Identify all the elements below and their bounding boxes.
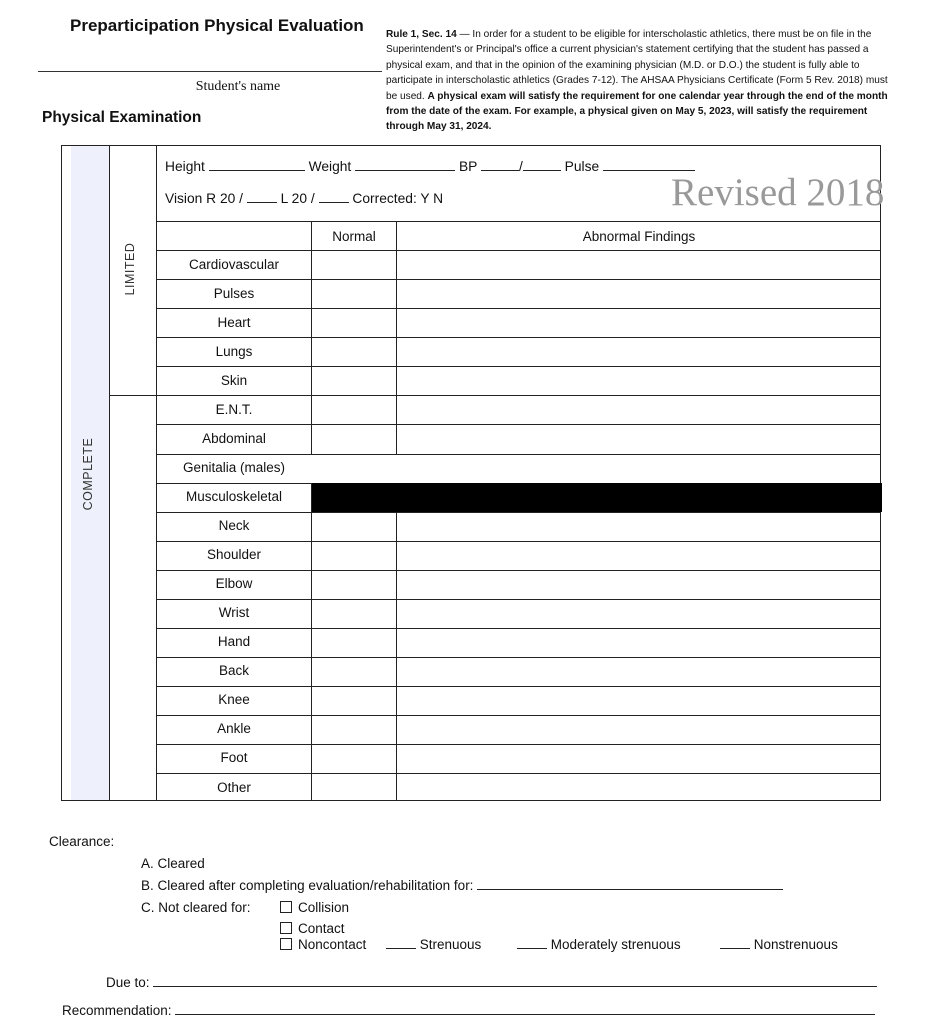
rule-reference: Rule 1, Sec. 14: [386, 29, 457, 40]
corrected-label: Corrected: Y N: [352, 191, 444, 206]
row-abdominal: Abdominal: [202, 431, 266, 446]
contact-label: Contact: [298, 921, 345, 936]
vision-left-label: L 20 /: [280, 191, 315, 206]
collision-option: [280, 900, 349, 915]
divider: [156, 454, 881, 455]
rehabilitation-field[interactable]: [477, 889, 783, 890]
noncontact-option: [280, 937, 366, 952]
row-heart: Heart: [217, 315, 251, 330]
divider: [109, 395, 881, 396]
divider: [156, 308, 881, 309]
bp-diastolic-field[interactable]: [523, 170, 561, 171]
divider: [156, 657, 881, 658]
divider: [156, 628, 881, 629]
collision-label: Collision: [298, 900, 350, 915]
strenuous-field[interactable]: [386, 948, 416, 949]
rule-bold-text: A physical exam will satisfy the requirement for one calendar year through the end of the month from the date of the exam. For example, a physical given on May 5, 2023, will satisfy the requirement through May 31, 2024.: [386, 90, 888, 133]
normal-column-header: Normal: [332, 229, 376, 244]
divider: [156, 221, 881, 222]
vision-right-field[interactable]: [247, 202, 277, 203]
bp-systolic-field[interactable]: [481, 170, 519, 171]
due-to-row: [106, 975, 877, 990]
row-musculoskeletal: Musculoskeletal: [185, 489, 283, 504]
divider: [156, 512, 881, 513]
row-other: Other: [217, 780, 251, 795]
row-wrist: Wrist: [218, 605, 250, 620]
row-hand: Hand: [217, 634, 251, 649]
student-name-field[interactable]: [38, 71, 382, 72]
moderately-strenuous-label: Moderately strenuous: [550, 937, 681, 952]
recommendation-row: [62, 1003, 875, 1018]
clearance-option-b-label: B. Cleared after completing evaluation/rehabilitation for:: [141, 878, 474, 893]
divider: [156, 686, 881, 687]
student-name-label: Student's name: [195, 79, 281, 94]
divider: [311, 483, 312, 801]
row-elbow: Elbow: [215, 576, 253, 591]
clearance-option-c: C. Not cleared for:: [141, 900, 251, 915]
nonstrenuous-label: Nonstrenuous: [753, 937, 838, 952]
divider: [156, 744, 881, 745]
bp-label: BP: [458, 159, 478, 174]
row-pulses: Pulses: [213, 286, 255, 301]
rule-paragraph: [386, 27, 894, 135]
divider: [156, 366, 881, 367]
due-to-label: Due to:: [106, 975, 150, 990]
divider: [156, 279, 881, 280]
height-field[interactable]: [209, 170, 305, 171]
revised-watermark: Revised 2018: [671, 171, 885, 214]
pulse-label: Pulse: [564, 159, 600, 174]
form-title: Preparticipation Physical Evaluation: [70, 16, 364, 35]
rule-text: — In order for a student to be eligible for interscholastic athletics, there must be on file in the Superintendent's or Principal's office a current physician's statement certifying that the student has passed a physical exam, and that in the opinion of the examining physician (M.D. or D.O.) the student is fully able to participate in interscholastic athletics (Grades 7-12). The AHSAA Physicians Certificate (Form 5 Rev. 2018) must be used.: [386, 29, 888, 102]
recommendation-field[interactable]: [175, 1014, 875, 1015]
recommendation-label: Recommendation:: [62, 1003, 172, 1018]
limited-label: LIMITED: [123, 242, 137, 296]
divider: [156, 337, 881, 338]
row-lungs: Lungs: [215, 344, 253, 359]
row-ankle: Ankle: [217, 721, 251, 736]
due-to-field[interactable]: [153, 986, 877, 987]
bp-slash: /: [518, 159, 523, 174]
divider: [156, 773, 881, 774]
row-genitalia: Genitalia (males): [182, 460, 286, 475]
vitals-row-2: [165, 191, 443, 206]
row-skin: Skin: [220, 373, 248, 388]
moderately-strenuous-option: [517, 937, 681, 952]
strenuous-option: [386, 937, 481, 952]
divider: [156, 570, 881, 571]
section-title: Physical Examination: [42, 109, 202, 126]
clearance-label: Clearance:: [49, 834, 115, 849]
divider: [156, 424, 881, 425]
clearance-option-b: [141, 878, 783, 893]
contact-option: [280, 921, 345, 936]
vitals-row-1: [165, 159, 695, 174]
complete-label: COMPLETE: [81, 437, 95, 511]
moderately-strenuous-field[interactable]: [517, 948, 547, 949]
divider: [156, 541, 881, 542]
collision-checkbox[interactable]: [280, 901, 292, 913]
divider: [156, 599, 881, 600]
row-ent: E.N.T.: [215, 402, 253, 417]
abnormal-column-header: Abnormal Findings: [582, 229, 696, 244]
row-cardiovascular: Cardiovascular: [188, 257, 280, 272]
vision-right-label: Vision R 20 /: [165, 191, 243, 206]
row-shoulder: Shoulder: [206, 547, 262, 562]
row-back: Back: [218, 663, 249, 678]
redacted-bar: [312, 483, 882, 512]
row-neck: Neck: [218, 518, 250, 533]
divider: [156, 250, 881, 251]
noncontact-label: Noncontact: [298, 937, 367, 952]
weight-label: Weight: [308, 159, 352, 174]
weight-field[interactable]: [355, 170, 455, 171]
divider: [109, 146, 110, 801]
nonstrenuous-field[interactable]: [720, 948, 750, 949]
nonstrenuous-option: [720, 937, 838, 952]
contact-checkbox[interactable]: [280, 922, 292, 934]
divider: [156, 715, 881, 716]
clearance-option-a: A. Cleared: [141, 856, 205, 871]
height-label: Height: [165, 159, 205, 174]
row-knee: Knee: [218, 692, 250, 707]
row-foot: Foot: [220, 750, 248, 765]
vision-left-field[interactable]: [319, 202, 349, 203]
strenuous-label: Strenuous: [419, 937, 482, 952]
noncontact-checkbox[interactable]: [280, 938, 292, 950]
